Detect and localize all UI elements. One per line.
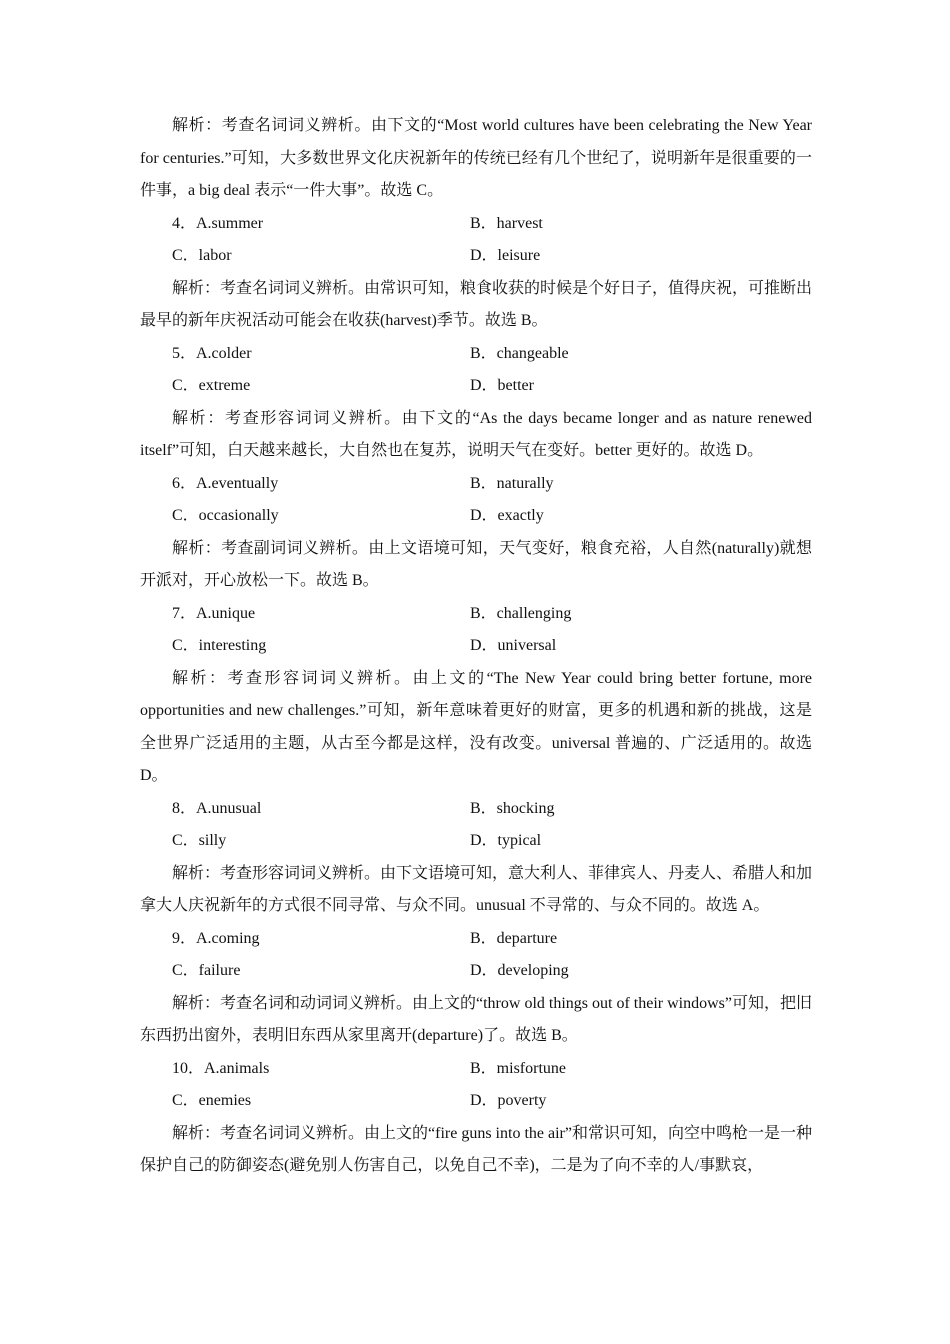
options-row-q9-cd (140, 955, 812, 988)
explanation-q7: 解析：考查形容词词义辨析。由上文的“The New Year could bring better fortune, more opportunities and new challenges.”可知，新年意味着更好的财富，更多的机遇和新的挑战，这是全世界广泛适用的主题，从古至今都是这样，没有改变。universal 普遍的、广泛适用的。故选 D。 (140, 669, 812, 784)
explanation-q4: 解析：考查名词词义辨析。由常识可知，粮食收获的时候是个好日子，值得庆祝，可推断出最早的新年庆祝活动可能会在收获(harvest)季节。故选 B。 (140, 279, 813, 329)
option-b: B．changeable (470, 344, 569, 362)
option-d: D．universal (470, 637, 557, 654)
option-d: D．exactly (470, 507, 544, 524)
option-c: C．interesting (172, 637, 267, 654)
option-a: 10．A.animals (172, 1059, 270, 1077)
option-b: B．naturally (470, 474, 554, 492)
option-a: 9．A.coming (172, 929, 260, 947)
options-row-q5-ab (140, 338, 812, 371)
options-row-q5-cd (140, 370, 812, 403)
option-a: 6．A.eventually (172, 474, 279, 492)
option-c: C．extreme (172, 377, 251, 394)
options-row-q6-ab (140, 468, 812, 501)
explanation-q10: 解析：考查名词词义辨析。由上文的“fire guns into the air”和常识可知，向空中鸣枪一是一种保护自己的防御姿态(避免别人伤害自己，以免自己不幸)，二是为了向不幸的人/事默哀， (140, 1124, 812, 1174)
option-d: D．better (470, 377, 534, 394)
document-page (140, 110, 812, 1183)
option-b: B．harvest (470, 214, 543, 232)
option-d: D．poverty (470, 1092, 547, 1109)
options-row-q4-ab (140, 208, 812, 241)
options-row-q4-cd (140, 240, 812, 273)
options-row-q8-cd (140, 825, 812, 858)
explanation-q6: 解析：考查副词词义辨析。由上文语境可知，天气变好，粮食充裕，人自然(naturally)就想开派对，开心放松一下。故选 B。 (140, 539, 812, 589)
option-a: 4．A.summer (172, 214, 264, 232)
option-c: C．occasionally (172, 507, 279, 524)
options-row-q7-ab (140, 598, 812, 631)
option-a: 8．A.unusual (172, 799, 262, 817)
options-row-q10-cd (140, 1085, 812, 1118)
option-c: C．failure (172, 962, 241, 979)
options-row-q9-ab (140, 923, 812, 956)
option-d: D．leisure (470, 247, 541, 264)
options-row-q6-cd (140, 500, 812, 533)
option-a: 5．A.colder (172, 344, 252, 362)
explanation-q5: 解析：考查形容词词义辨析。由下文的“As the days became longer and as nature renewed itself”可知，白天越来越长，大自然也在复苏，说明天气在变好。better 更好的。故选 D。 (140, 409, 812, 459)
option-b: B．shocking (470, 799, 555, 817)
option-c: C．labor (172, 247, 232, 264)
explanation-q3: 解析：考查名词词义辨析。由下文的“Most world cultures have been celebrating the New Year for centuries.”可知，大多数世界文化庆祝新年的传统已经有几个世纪了，说明新年是很重要的一件事，a big deal 表示“一件大事”。故选 C。 (140, 117, 812, 199)
option-c: C．silly (172, 832, 227, 849)
option-c: C．enemies (172, 1092, 252, 1109)
option-a: 7．A.unique (172, 604, 256, 622)
option-d: D．typical (470, 832, 542, 849)
option-b: B．departure (470, 929, 558, 947)
option-b: B．misfortune (470, 1059, 566, 1077)
options-row-q8-ab (140, 793, 812, 826)
option-d: D．developing (470, 962, 569, 979)
explanation-q8: 解析：考查形容词词义辨析。由下文语境可知，意大利人、菲律宾人、丹麦人、希腊人和加拿大人庆祝新年的方式很不同寻常、与众不同。unusual 不寻常的、与众不同的。故选 A。 (140, 864, 813, 914)
options-row-q7-cd (140, 630, 812, 663)
option-b: B．challenging (470, 604, 572, 622)
explanation-q9: 解析：考查名词和动词词义辨析。由上文的“throw old things out of their windows”可知，把旧东西扔出窗外，表明旧东西从家里离开(departure)了。故选 B。 (140, 994, 812, 1044)
options-row-q10-ab (140, 1053, 812, 1086)
